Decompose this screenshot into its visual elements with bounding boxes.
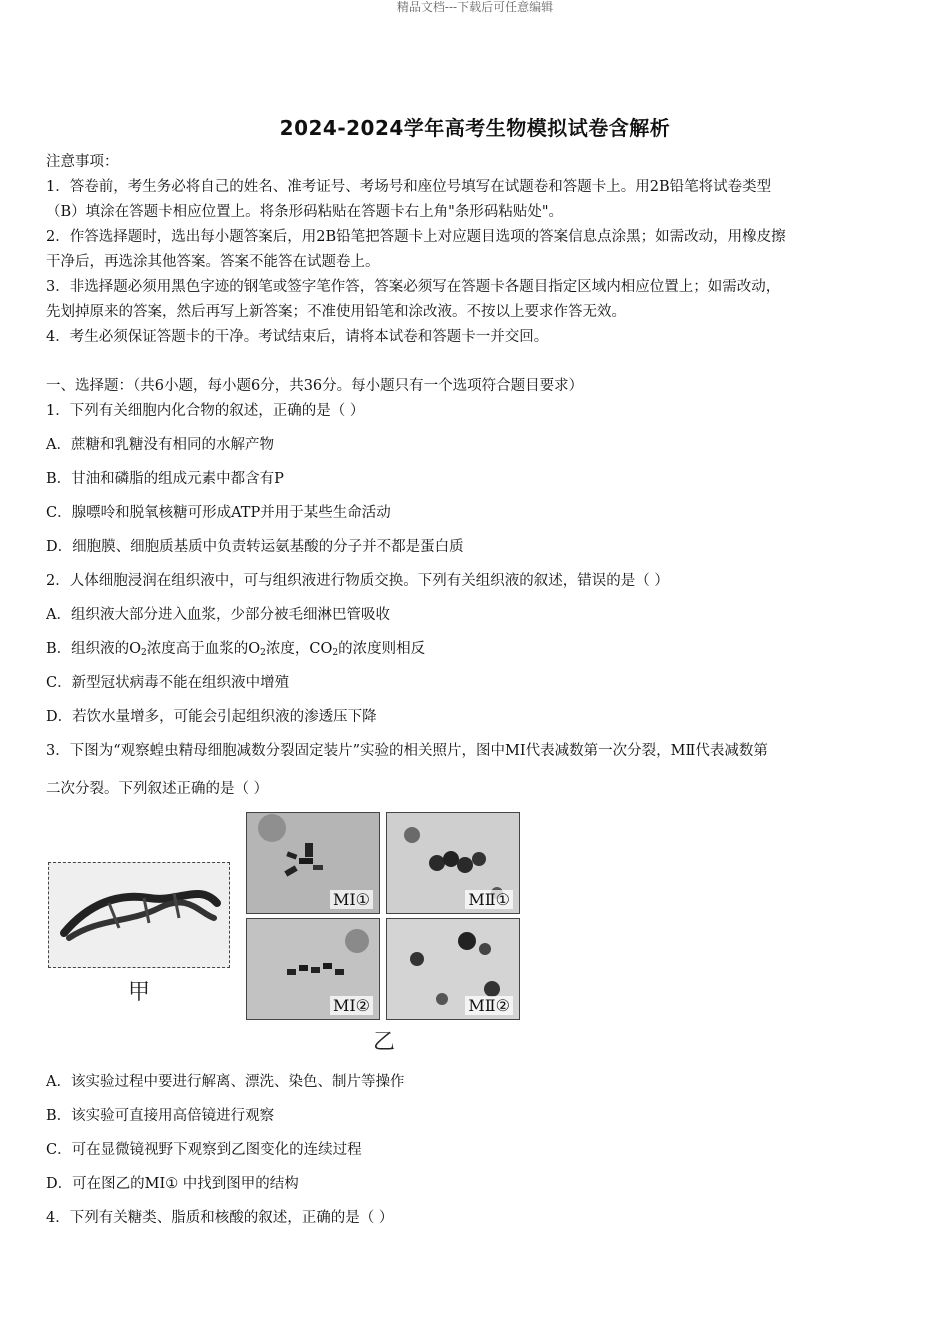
- question-1-stem: 1．下列有关细胞内化合物的叙述，正确的是（ ）: [46, 403, 365, 419]
- q2-option-b: B．组织液的$O_2$浓度高于血浆的$O_2$浓度，$CO_2$的浓度则相反: [46, 641, 426, 658]
- notice-line: 先划掉原来的答案，然后再写上新答案；不准使用铅笔和涂改液。不按以上要求作答无效。: [46, 304, 626, 320]
- question-3-stem-cont: 二次分裂。下列叙述正确的是（ ）: [46, 781, 269, 797]
- section-heading: 一、选择题：（共6小题，每小题6分，共36分。每小题只有一个选项符合题目要求）: [46, 378, 584, 394]
- q3-option-d: D．可在图乙的MⅠ① 中找到图甲的结构: [46, 1176, 299, 1192]
- panel-label: MⅠ②: [330, 996, 373, 1015]
- q3-option-a: A．该实验过程中要进行解离、漂洗、染色、制片等操作: [46, 1074, 405, 1090]
- q1-option-a: A．蔗糖和乳糖没有相同的水解产物: [46, 437, 274, 453]
- page-title: 2024-2024学年高考生物模拟试卷含解析: [279, 116, 671, 140]
- figure-panel-mii-2: [386, 918, 520, 1020]
- q2-option-a: A．组织液大部分进入血浆，少部分被毛细淋巴管吸收: [46, 607, 390, 623]
- notice-line: 3．非选择题必须用黑色字迹的钢笔或签字笔作答，答案必须写在答题卡各题目指定区域内相应位置上；如需改动，: [46, 279, 781, 295]
- figure-label-yi: 乙: [373, 1030, 396, 1055]
- panel-label: MⅡ②: [465, 996, 513, 1015]
- chromosome-image: [49, 863, 229, 967]
- figure-panel-mi-1: [246, 812, 380, 914]
- figure-label-jia: 甲: [128, 980, 151, 1005]
- q2-option-c: C．新型冠状病毒不能在组织液中增殖: [46, 675, 290, 691]
- notice-line: （B）填涂在答题卡相应位置上。将条形码粘贴在答题卡右上角"条形码粘贴处"。: [46, 204, 563, 220]
- notice-line: 4．考生必须保证答题卡的干净。考试结束后，请将本试卷和答题卡一并交回。: [46, 329, 549, 345]
- figure-panel-mii-1: [386, 812, 520, 914]
- question-4-stem: 4．下列有关糖类、脂质和核酸的叙述，正确的是（ ）: [46, 1210, 394, 1226]
- q3-option-b: B．该实验可直接用高倍镜进行观察: [46, 1108, 275, 1124]
- q1-option-d: D．细胞膜、细胞质基质中负责转运氨基酸的分子并不都是蛋白质: [46, 539, 464, 555]
- q3-option-c: C．可在显微镜视野下观察到乙图变化的连续过程: [46, 1142, 362, 1158]
- notice-line: 2．作答选择题时，选出每小题答案后，用2B铅笔把答题卡上对应题目选项的答案信息点涂黑；如需改动，用橡皮擦: [46, 229, 786, 245]
- q1-option-c: C．腺嘌呤和脱氧核糖可形成ATP并用于某些生命活动: [46, 505, 391, 521]
- notice-heading: 注意事项：: [46, 154, 119, 170]
- figure-panel-jia: [48, 862, 230, 968]
- question-2-stem: 2．人体细胞浸润在组织液中，可与组织液进行物质交换。下列有关组织液的叙述，错误的是（ ）: [46, 573, 669, 589]
- q1-option-b: B．甘油和磷脂的组成元素中都含有P: [46, 471, 284, 487]
- notice-line: 1．答卷前，考生务必将自己的姓名、准考证号、考场号和座位号填写在试题卷和答题卡上。用2B铅笔将试卷类型: [46, 179, 772, 195]
- notice-line: 干净后，再选涂其他答案。答案不能答在试题卷上。: [46, 254, 380, 270]
- panel-label: MⅠ①: [330, 890, 373, 909]
- figure-meiosis-photos: [48, 810, 528, 1060]
- panel-label: MⅡ①: [465, 890, 513, 909]
- question-3-stem: 3．下图为“观察蝗虫精母细胞减数分裂固定装片”实验的相关照片，图中MⅠ代表减数第一次分裂，MⅡ代表减数第: [46, 743, 768, 759]
- header-note: 精品文档---下载后可任意编辑: [396, 0, 554, 14]
- q2-option-d: D．若饮水量增多，可能会引起组织液的渗透压下降: [46, 709, 377, 725]
- figure-panel-mi-2: [246, 918, 380, 1020]
